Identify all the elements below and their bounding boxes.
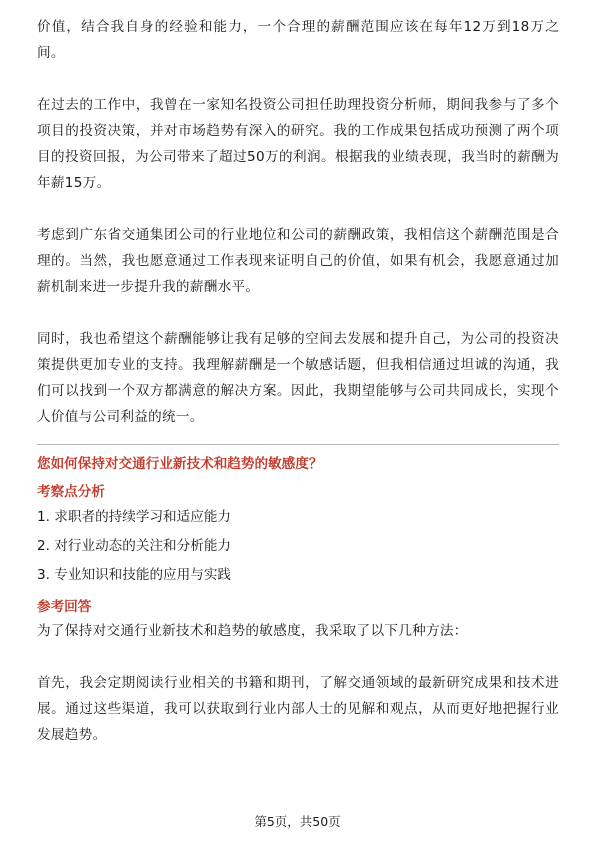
answer-paragraph: 首先，我会定期阅读行业相关的书籍和期刊，了解交通领域的最新研究成果和技术进展。通过这些渠道，我可以获取到行业内部人士的见解和观点，从而更好地把握行业发展趋势。: [37, 675, 559, 743]
past-experience-paragraph: 在过去的工作中，我曾在一家知名投资公司担任助理投资分析师，期间我参与了多个项目的投资决策，并对市场趋势有深入的研究。我的工作成果包括成功预测了两个项目的投资回报，为公司带来了超过50万的利润。根据我的业绩表现，我当时的薪酬为年薪15万。: [37, 97, 559, 191]
analysis-item-3: 3. 专业知识和技能的应用与实践: [37, 567, 232, 583]
answer-heading: 参考回答: [37, 599, 92, 615]
analysis-item-2: 2. 对行业动态的关注和分析能力: [37, 538, 232, 554]
page-number-footer: 第5页，共50页: [254, 814, 341, 829]
interview-question: 您如何保持对交通行业新技术和趋势的敏感度？: [37, 456, 323, 472]
section-divider: [37, 444, 559, 445]
answer-intro: 为了保持对交通行业新技术和趋势的敏感度，我采取了以下几种方法：: [37, 623, 468, 639]
analysis-heading: 考察点分析: [37, 484, 105, 500]
growth-expectation-paragraph: 同时，我也希望这个薪酬能够让我有足够的空间去发展和提升自己，为公司的投资决策提供更加专业的支持。我理解薪酬是一个敏感话题，但我相信通过坦诚的沟通，我们可以找到一个双方都满意的解决方案。因此，我期望能够与公司共同成长，实现个人价值与公司利益的统一。: [37, 331, 559, 425]
analysis-item-1: 1. 求职者的持续学习和适应能力: [37, 509, 232, 525]
company-consideration-paragraph: 考虑到广东省交通集团公司的行业地位和公司的薪酬政策，我相信这个薪酬范围是合理的。当然，我也愿意通过工作表现来证明自己的价值，如果有机会，我愿意通过加薪机制来进一步提升我的薪酬水平。: [37, 227, 559, 295]
document-page: [37, 14, 559, 748]
salary-range-paragraph: 价值，结合我自身的经验和能力，一个合理的薪酬范围应该在每年12万到18万之间。: [37, 19, 559, 61]
